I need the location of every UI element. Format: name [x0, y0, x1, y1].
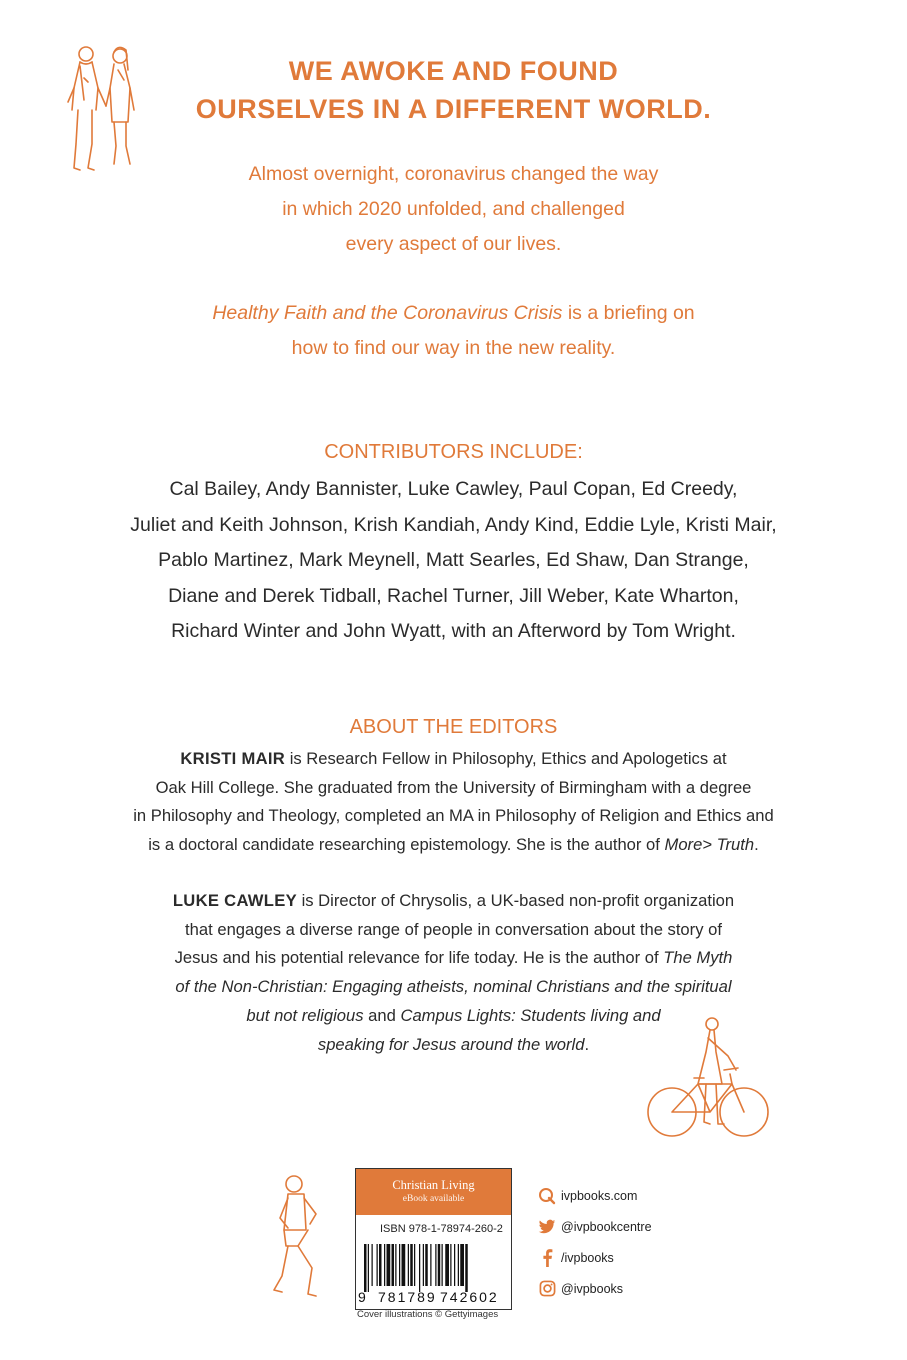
isbn-block [355, 1168, 512, 1310]
barcode-bar [423, 1244, 424, 1286]
bio-line: that engages a diverse range of people in conversation about the story of [185, 919, 722, 939]
instagram-icon [538, 1280, 556, 1298]
barcode-bar [368, 1244, 369, 1292]
barcode-bar [372, 1244, 373, 1286]
barcode-bar [465, 1244, 468, 1292]
barcode-bar [458, 1244, 459, 1286]
book-title: Healthy Faith and the Coronavirus Crisis [212, 302, 563, 324]
barcode-bar [454, 1244, 455, 1286]
website-text: ivpbooks.com [561, 1188, 638, 1203]
twitter-icon [538, 1218, 556, 1236]
barcode-bar [414, 1244, 415, 1286]
ivp-logo-icon [538, 1187, 556, 1205]
barcode-digits [356, 1289, 511, 1307]
barcode-bar [419, 1244, 420, 1292]
intro-line: every aspect of our lives. [345, 233, 562, 255]
facebook-link[interactable] [538, 1242, 652, 1273]
bio-text: . [754, 835, 759, 855]
barcode-bar [387, 1244, 391, 1286]
bio-text: is Director of Chrysolis, a UK-based non-profit organization [296, 891, 735, 910]
barcode-bar [408, 1244, 409, 1286]
facebook-icon [538, 1249, 556, 1267]
headline [0, 52, 907, 128]
twitter-text: @ivpbookcentre [561, 1219, 652, 1234]
facebook-text: /ivpbooks [561, 1250, 614, 1265]
barcode-bar [364, 1244, 367, 1292]
contributors-list [0, 472, 907, 650]
social-links [538, 1180, 652, 1304]
bio-text: . [584, 1034, 590, 1054]
website-link[interactable] [538, 1180, 652, 1211]
bicycle-illustration [640, 1012, 772, 1144]
bio-line: in Philosophy and Theology, completed an MA in Philosophy of Religion and Ethics and [133, 806, 774, 826]
contributors-line: Cal Bailey, Andy Bannister, Luke Cawley, Paul Copan, Ed Creedy, [169, 478, 738, 500]
instagram-link[interactable] [538, 1273, 652, 1304]
runner-illustration [268, 1168, 348, 1308]
barcode-bar [425, 1244, 428, 1286]
cover-credit: Cover illustrations © Gettyimages [357, 1309, 499, 1320]
instagram-text: @ivpbooks [561, 1281, 624, 1296]
barcode-bar [438, 1244, 441, 1286]
barcode-bar [402, 1244, 406, 1286]
barcode-bar [445, 1244, 449, 1286]
barcode-bar [392, 1244, 395, 1286]
bio-text: and [363, 1005, 401, 1025]
briefing-paragraph [0, 296, 907, 366]
about-heading: ABOUT THE EDITORS [349, 716, 558, 738]
barcode-digit-first: 9 [358, 1289, 366, 1305]
barcode-bar [377, 1244, 378, 1286]
barcode-bar [442, 1244, 443, 1286]
barcode-digits-left: 781789 [378, 1289, 437, 1305]
contributors-line: Juliet and Keith Johnson, Krish Kandiah, Andy Kind, Eddie Lyle, Kristi Mair, [130, 513, 777, 536]
briefing-line-2: how to find our way in the new reality. [291, 337, 616, 359]
barcode-bar [460, 1244, 464, 1286]
barcode-bar [450, 1244, 451, 1286]
book-title: of the Non-Christian: Engaging atheists, nominal Christians and the spiritual [175, 977, 732, 997]
intro-paragraph [0, 157, 907, 262]
editor-name: KRISTI MAIR [180, 749, 286, 768]
category-label: Christian Living [392, 1178, 475, 1192]
barcode-bar [395, 1244, 396, 1286]
editor-name: LUKE CAWLEY [172, 891, 297, 910]
book-title: but not religious [246, 1005, 364, 1025]
intro-line: Almost overnight, coronavirus changed the way [248, 163, 659, 185]
category-banner [356, 1169, 511, 1215]
twitter-link[interactable] [538, 1211, 652, 1242]
book-title: More> Truth [664, 835, 755, 855]
barcode-bar [379, 1244, 382, 1286]
barcode-digits-right: 742602 [440, 1289, 499, 1305]
intro-line: in which 2020 unfolded, and challenged [282, 198, 625, 220]
barcode-bar [435, 1244, 436, 1286]
contributors-line: Pablo Martinez, Mark Meynell, Matt Searles, Ed Shaw, Dan Strange, [158, 549, 749, 572]
book-title: Campus Lights: Students living and [400, 1005, 661, 1025]
editor-bio-kristi [0, 745, 907, 860]
contributors-line: Diane and Derek Tidball, Rachel Turner, Jill Weber, Kate Wharton, [168, 584, 739, 607]
barcode-bar [430, 1244, 431, 1286]
contributors-heading: CONTRIBUTORS INCLUDE: [324, 441, 583, 463]
barcode-bar [384, 1244, 385, 1286]
briefing-text: is a briefing on [562, 302, 695, 324]
isbn-number: ISBN 978-1-78974-260-2 [380, 1223, 503, 1235]
contributors-line: Richard Winter and John Wyatt, with an Afterword by Tom Wright. [171, 620, 736, 643]
bio-text: is Research Fellow in Philosophy, Ethics and Apologetics at [285, 749, 727, 768]
barcode-bar [399, 1244, 400, 1286]
ebook-label: eBook available [402, 1194, 465, 1204]
barcode-bar [410, 1244, 413, 1286]
barcode [364, 1244, 504, 1292]
bio-text: Jesus and his potential relevance for life today. He is the author of [174, 948, 664, 968]
headline-line-2: OURSELVES IN A DIFFERENT WORLD. [195, 94, 712, 124]
headline-line-1: WE AWOKE AND FOUND [288, 56, 619, 86]
book-title: The Myth [663, 948, 733, 968]
bio-line: Oak Hill College. She graduated from the University of Birmingham with a degree [155, 777, 752, 797]
bio-text: is a doctoral candidate researching epistemology. She is the author of [148, 835, 665, 855]
book-title: speaking for Jesus around the world [317, 1034, 585, 1054]
